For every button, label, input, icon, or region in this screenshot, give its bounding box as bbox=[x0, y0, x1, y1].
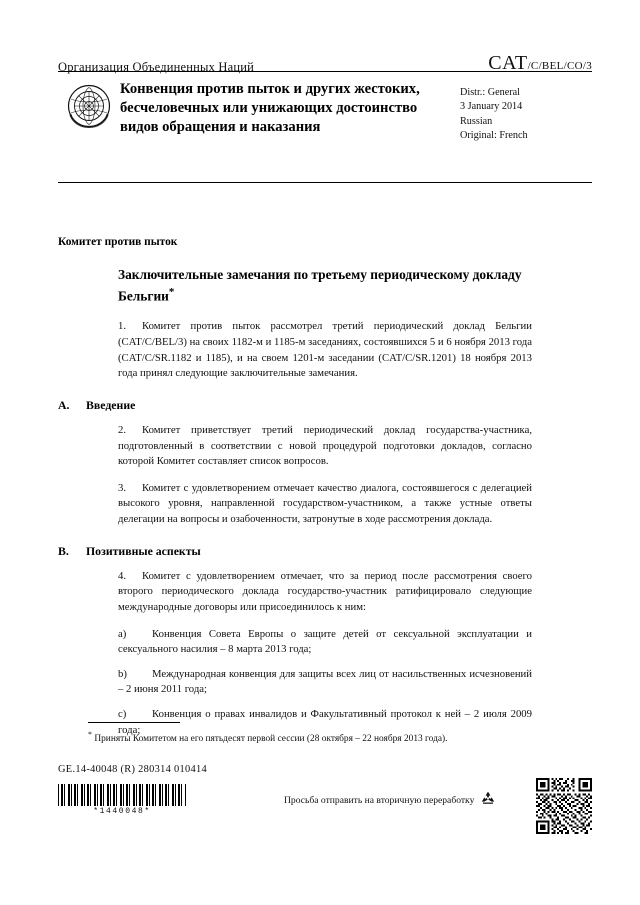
paragraph-number: 4. bbox=[118, 569, 127, 582]
un-emblem-icon bbox=[58, 74, 120, 128]
paragraph-text: Комитет против пыток рассмотрел третий периодический доклад Бельгии (CAT/C/BEL/3) на своих 1182-м и 1185-м заседаниях, состоявшихся 5 и 6 ноября 2013 года (CAT/C/SR.1182 и 1185), и на своем 1201-м заседании (CAT/C/SR.1201) 18 ноября 2013 года принял следующие заключительные замечания. bbox=[118, 320, 532, 380]
footnote-marker: * bbox=[88, 730, 92, 739]
paragraph-number: 2. bbox=[118, 423, 127, 436]
section-heading-a bbox=[58, 398, 472, 413]
list-item-label: a) bbox=[118, 627, 127, 640]
title-band-divider bbox=[58, 182, 592, 183]
title-band bbox=[58, 74, 592, 182]
page-title-text: Заключительные замечания по третьему периодическому докладу Бельгии bbox=[118, 267, 522, 303]
section-heading-b bbox=[58, 544, 472, 559]
barcode-digits: *1440048* bbox=[93, 807, 151, 816]
paragraph-number: 1. bbox=[118, 320, 127, 333]
paragraph-2 bbox=[118, 423, 532, 470]
paragraph-1 bbox=[118, 319, 532, 382]
document-body bbox=[58, 266, 532, 747]
distribution-label: Distr.: General bbox=[460, 87, 520, 98]
list-item bbox=[118, 667, 532, 698]
document-symbol-suffix: /C/BEL/CO/3 bbox=[527, 60, 592, 72]
recycle-notice bbox=[284, 790, 496, 811]
distribution-block bbox=[454, 74, 592, 144]
footnote bbox=[88, 729, 508, 747]
job-number: GE.14-40048 (R) 280314 010414 bbox=[58, 764, 207, 775]
list-item-label: c) bbox=[118, 708, 127, 721]
section-letter: A. bbox=[58, 397, 70, 412]
recycle-text: Просьба отправить на вторичную переработку bbox=[284, 795, 475, 806]
section-letter: B. bbox=[58, 543, 69, 558]
page-title-footnote-marker: * bbox=[168, 285, 175, 298]
paragraph-text: Комитет с удовлетворением отмечает, что за период после рассмотрения своего второго периодического доклада государство-участник ратифицировало следующие международные договоры или присоединилось к ним: bbox=[118, 569, 532, 613]
document-original-language: Original: French bbox=[460, 130, 528, 142]
barcode-bars bbox=[58, 784, 186, 806]
document-symbol-prefix: CAT bbox=[488, 52, 528, 74]
paragraph-3 bbox=[118, 481, 532, 528]
paragraph-text: Комитет с удовлетворением отмечает качество диалога, состоявшегося с делегацией высокого уровня, направленной государством-участником, а также устные ответы делегации на вопросы и озабоченности, затронутые в ходе рассмотрения доклада. bbox=[118, 481, 532, 526]
section-title: Введение bbox=[86, 397, 136, 412]
paragraph-number: 3. bbox=[118, 481, 127, 494]
page-title bbox=[118, 266, 532, 305]
paragraph-text: Комитет приветствует третий периодический доклад государства-участника, подготовленный в соответствии с новой процедурой подготовки докладов, согласно которой Комитет составляет список вопросов. bbox=[118, 423, 532, 468]
convention-title: Конвенция против пыток и других жестоких, бесчеловечных или унижающих достоинство видов обращения и наказания bbox=[120, 81, 420, 135]
list-item-text: Конвенция Совета Европы о защите детей от сексуальной эксплуатации и сексуального насилия – 8 марта 2013 года; bbox=[118, 627, 532, 656]
list-item-text: Конвенция о правах инвалидов и Факультативный протокол к ней – 2 июля 2009 года; bbox=[118, 708, 532, 736]
footnote-divider bbox=[88, 722, 180, 723]
document-date: 3 January 2014 bbox=[460, 101, 523, 113]
committee-name: Комитет против пыток bbox=[58, 236, 178, 248]
recycle-icon bbox=[480, 790, 496, 811]
list-item bbox=[118, 627, 532, 658]
footnote-text: Приняты Комитетом на его пятьдесят первой сессии (28 октября – 22 ноября 2013 года). bbox=[94, 734, 448, 745]
document-language: Russian bbox=[460, 115, 493, 127]
barcode bbox=[58, 784, 186, 814]
section-title: Позитивные аспекты bbox=[86, 543, 201, 558]
paragraph-4 bbox=[118, 569, 532, 616]
organization-name: Организация Объединенных Наций bbox=[58, 60, 255, 74]
header-divider bbox=[58, 71, 592, 72]
qr-code bbox=[536, 778, 592, 834]
list-item-text: Международная конвенция для защиты всех лиц от насильственных исчезновений – 2 июня 2011 года; bbox=[118, 667, 532, 696]
list-item-label: b) bbox=[118, 667, 127, 680]
